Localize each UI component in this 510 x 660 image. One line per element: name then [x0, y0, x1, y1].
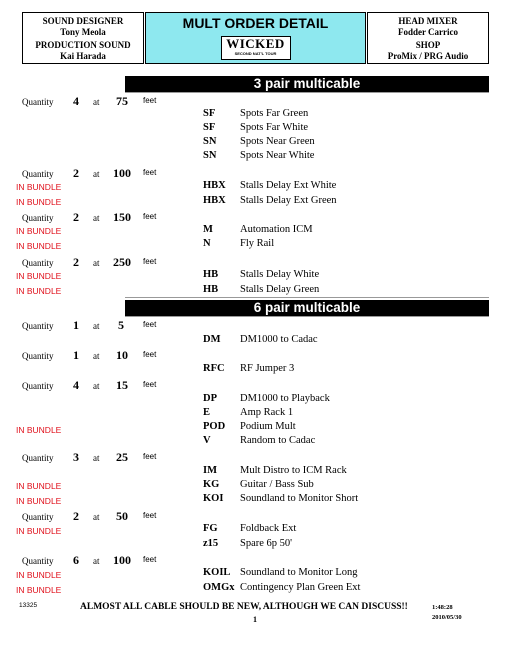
feet-label: feet — [143, 555, 157, 564]
production-sound-name: Kai Harada — [60, 51, 106, 61]
cable-description: Amp Rack 1 — [240, 407, 294, 418]
length-value: 250 — [113, 255, 131, 269]
sound-designer-name: Tony Meola — [60, 27, 106, 37]
header-left-box — [22, 12, 144, 64]
cable-description: Stalls Delay Ext White — [240, 180, 337, 191]
feet-label: feet — [143, 257, 157, 266]
cable-code: RFC — [203, 363, 225, 374]
sound-designer-label: SOUND DESIGNER — [42, 16, 124, 26]
cable-description: Spots Near Green — [240, 136, 315, 147]
cable-code: V — [203, 435, 211, 446]
length-value: 5 — [118, 318, 124, 332]
quantity-label: Quantity — [22, 97, 54, 107]
print-date: 2010/05/30 — [432, 614, 462, 621]
cable-code: SF — [203, 122, 216, 133]
at-label: at — [93, 321, 100, 331]
at-label: at — [93, 453, 100, 463]
quantity-value: 2 — [73, 509, 79, 523]
in-bundle-label: IN BUNDLE — [16, 425, 62, 435]
at-label: at — [93, 351, 100, 361]
quantity-value: 2 — [73, 210, 79, 224]
section-divider — [125, 297, 489, 298]
shop-label: SHOP — [415, 40, 441, 50]
cable-code: DM — [203, 334, 221, 345]
cable-code: HBX — [203, 195, 226, 206]
feet-label: feet — [143, 168, 157, 177]
at-label: at — [93, 556, 100, 566]
cable-code: E — [203, 407, 211, 418]
section-header-3pair: 3 pair multicable — [125, 76, 489, 92]
cable-description: Soundland to Monitor Long — [240, 567, 358, 578]
cable-description: Mult Distro to ICM Rack — [240, 465, 347, 476]
cable-description: DM1000 to Cadac — [240, 334, 318, 345]
at-label: at — [93, 169, 100, 179]
quantity-value: 1 — [73, 348, 79, 362]
cable-code: HB — [203, 269, 219, 280]
at-label: at — [93, 213, 100, 223]
cable-code: z15 — [203, 538, 219, 549]
in-bundle-label: IN BUNDLE — [16, 271, 62, 281]
cable-code: SF — [203, 108, 216, 119]
cable-description: Stalls Delay Green — [240, 284, 320, 295]
cable-code: DP — [203, 393, 217, 404]
quantity-value: 1 — [73, 318, 79, 332]
cable-description: Soundland to Monitor Short — [240, 493, 359, 504]
footer-note: ALMOST ALL CABLE SHOULD BE NEW, ALTHOUGH WE CAN DISCUSS!! — [80, 602, 408, 612]
quantity-label: Quantity — [22, 381, 54, 391]
cable-description: Spare 6p 50' — [240, 538, 293, 549]
page-title: MULT ORDER DETAIL — [182, 15, 329, 31]
in-bundle-label: IN BUNDLE — [16, 585, 62, 595]
cable-description: Stalls Delay White — [240, 269, 320, 280]
section-header-6pair: 6 pair multicable — [125, 300, 489, 316]
length-value: 10 — [116, 348, 128, 362]
cable-code: SN — [203, 136, 217, 147]
feet-label: feet — [143, 511, 157, 520]
head-mixer-name: Fodder Carrico — [397, 27, 459, 37]
logo-subtitle: SECOND NAT'L TOUR — [234, 51, 277, 56]
header-right-box — [367, 12, 489, 64]
cable-description: Contingency Plan Green Ext — [240, 582, 361, 593]
print-time: 1:48:28 — [432, 604, 453, 611]
cable-code: POD — [203, 421, 226, 432]
cable-description: Podium Mult — [240, 421, 296, 432]
quantity-label: Quantity — [22, 321, 54, 331]
cable-description: Stalls Delay Ext Green — [240, 195, 337, 206]
cable-code: KOIL — [203, 567, 231, 578]
cable-description: Spots Near White — [240, 150, 315, 161]
quantity-value: 2 — [73, 166, 79, 180]
cable-code: HBX — [203, 180, 226, 191]
quantity-label: Quantity — [22, 351, 54, 361]
cable-code: M — [203, 224, 213, 235]
cable-code: KOI — [203, 493, 224, 504]
document-id: 13325 — [19, 602, 38, 609]
in-bundle-label: IN BUNDLE — [16, 197, 62, 207]
cable-code: N — [203, 238, 211, 249]
cable-description: Spots Far Green — [240, 108, 309, 119]
in-bundle-label: IN BUNDLE — [16, 182, 62, 192]
quantity-label: Quantity — [22, 213, 54, 223]
length-value: 100 — [113, 166, 131, 180]
head-mixer-label: HEAD MIXER — [398, 16, 458, 26]
length-value: 150 — [113, 210, 131, 224]
length-value: 50 — [116, 509, 128, 523]
quantity-label: Quantity — [22, 512, 54, 522]
quantity-label: Quantity — [22, 258, 54, 268]
at-label: at — [93, 512, 100, 522]
quantity-label: Quantity — [22, 556, 54, 566]
cable-code: FG — [203, 523, 218, 534]
quantity-value: 2 — [73, 255, 79, 269]
logo-word: WICKED — [226, 36, 285, 51]
in-bundle-label: IN BUNDLE — [16, 496, 62, 506]
feet-label: feet — [143, 320, 157, 329]
feet-label: feet — [143, 96, 157, 105]
in-bundle-label: IN BUNDLE — [16, 286, 62, 296]
cable-description: RF Jumper 3 — [240, 363, 295, 374]
cable-code: SN — [203, 150, 217, 161]
length-value: 75 — [116, 94, 128, 108]
at-label: at — [93, 381, 100, 391]
at-label: at — [93, 258, 100, 268]
in-bundle-label: IN BUNDLE — [16, 241, 62, 251]
cable-code: KG — [203, 479, 220, 490]
wicked-logo — [221, 36, 291, 60]
cable-description: DM1000 to Playback — [240, 393, 330, 404]
quantity-value: 4 — [73, 94, 79, 108]
cable-description: Fly Rail — [240, 238, 275, 249]
in-bundle-label: IN BUNDLE — [16, 526, 62, 536]
at-label: at — [93, 97, 100, 107]
production-sound-label: PRODUCTION SOUND — [35, 40, 131, 50]
feet-label: feet — [143, 452, 157, 461]
length-value: 15 — [116, 378, 128, 392]
section-divider — [125, 316, 489, 317]
shop-name: ProMix / PRG Audio — [387, 51, 469, 61]
cable-description: Guitar / Bass Sub — [240, 479, 314, 490]
cable-description: Automation ICM — [240, 224, 313, 235]
cable-description: Foldback Ext — [240, 523, 297, 534]
quantity-label: Quantity — [22, 453, 54, 463]
quantity-value: 3 — [73, 450, 79, 464]
cable-description: Random to Cadac — [240, 435, 316, 446]
cable-description: Spots Far White — [240, 122, 309, 133]
in-bundle-label: IN BUNDLE — [16, 481, 62, 491]
in-bundle-label: IN BUNDLE — [16, 226, 62, 236]
page-number: 1 — [253, 615, 257, 624]
feet-label: feet — [143, 350, 157, 359]
feet-label: feet — [143, 212, 157, 221]
cable-code: HB — [203, 284, 219, 295]
header-center-box — [145, 12, 366, 64]
in-bundle-label: IN BUNDLE — [16, 570, 62, 580]
length-value: 100 — [113, 553, 131, 567]
quantity-label: Quantity — [22, 169, 54, 179]
quantity-value: 4 — [73, 378, 79, 392]
cable-code: OMGx — [203, 582, 235, 593]
length-value: 25 — [116, 450, 128, 464]
quantity-value: 6 — [73, 553, 79, 567]
cable-code: IM — [203, 465, 217, 476]
section-divider — [125, 92, 489, 93]
feet-label: feet — [143, 380, 157, 389]
